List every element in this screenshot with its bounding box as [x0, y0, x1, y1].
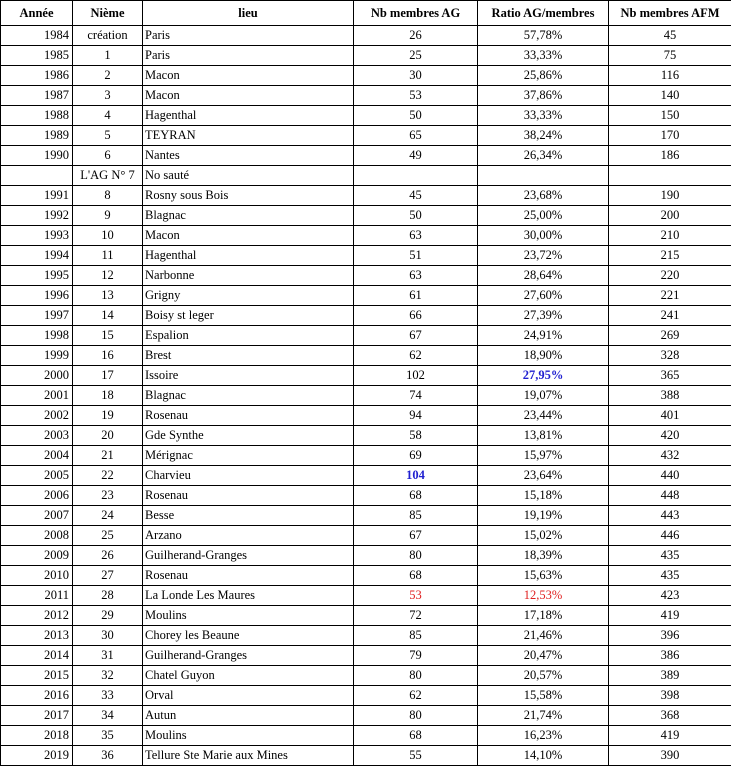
cell-ratio: 57,78%: [478, 26, 609, 46]
cell-annee: 2014: [1, 646, 73, 666]
table-row: [1, 586, 731, 606]
cell-lieu: Rosenau: [143, 406, 354, 426]
cell-nieme: 16: [73, 346, 143, 366]
table-row: [1, 106, 731, 126]
cell-lieu: Gde Synthe: [143, 426, 354, 446]
cell-nieme: 8: [73, 186, 143, 206]
cell-nb-membres-afm: 420: [609, 426, 731, 446]
cell-nb-membres-afm: 419: [609, 606, 731, 626]
table-row: [1, 166, 731, 186]
cell-nb-membres-ag: 58: [354, 426, 478, 446]
cell-nieme: 30: [73, 626, 143, 646]
cell-annee: 2013: [1, 626, 73, 646]
cell-nieme: 2: [73, 66, 143, 86]
cell-annee: 2006: [1, 486, 73, 506]
table-row: [1, 406, 731, 426]
cell-nb-membres-ag: 74: [354, 386, 478, 406]
cell-lieu: Arzano: [143, 526, 354, 546]
cell-ratio: 27,95%: [478, 366, 609, 386]
cell-nb-membres-afm: 75: [609, 46, 731, 66]
cell-ratio: 19,07%: [478, 386, 609, 406]
cell-ratio: 17,18%: [478, 606, 609, 626]
cell-nieme: 9: [73, 206, 143, 226]
cell-annee: [1, 166, 73, 186]
cell-annee: 2001: [1, 386, 73, 406]
cell-ratio: 15,02%: [478, 526, 609, 546]
cell-nb-membres-ag: [354, 166, 478, 186]
cell-nb-membres-ag: 79: [354, 646, 478, 666]
cell-ratio: 37,86%: [478, 86, 609, 106]
cell-ratio: 20,57%: [478, 666, 609, 686]
cell-lieu: Chorey les Beaune: [143, 626, 354, 646]
cell-annee: 2012: [1, 606, 73, 626]
cell-nb-membres-ag: 68: [354, 726, 478, 746]
cell-ratio: 18,39%: [478, 546, 609, 566]
cell-nieme: 36: [73, 746, 143, 766]
cell-ratio: 13,81%: [478, 426, 609, 446]
cell-nieme: création: [73, 26, 143, 46]
cell-lieu: Boisy st leger: [143, 306, 354, 326]
cell-ratio: 14,10%: [478, 746, 609, 766]
table-row: [1, 446, 731, 466]
cell-nb-membres-ag: 80: [354, 546, 478, 566]
cell-ratio: 16,23%: [478, 726, 609, 746]
cell-annee: 2015: [1, 666, 73, 686]
table-row: [1, 726, 731, 746]
header-nb-membres-ag: Nb membres AG: [354, 1, 478, 26]
cell-nb-membres-ag: 68: [354, 566, 478, 586]
cell-annee: 2009: [1, 546, 73, 566]
table-row: [1, 546, 731, 566]
cell-annee: 2002: [1, 406, 73, 426]
cell-nb-membres-afm: 365: [609, 366, 731, 386]
cell-nieme: 14: [73, 306, 143, 326]
cell-lieu: Autun: [143, 706, 354, 726]
cell-ratio: 33,33%: [478, 46, 609, 66]
cell-nb-membres-afm: 368: [609, 706, 731, 726]
cell-annee: 2016: [1, 686, 73, 706]
cell-lieu: Tellure Ste Marie aux Mines: [143, 746, 354, 766]
cell-ratio: 30,00%: [478, 226, 609, 246]
cell-lieu: Guilherand-Granges: [143, 646, 354, 666]
table-row: [1, 466, 731, 486]
cell-annee: 1997: [1, 306, 73, 326]
cell-nieme: L'AG N° 7: [73, 166, 143, 186]
cell-nb-membres-ag: 61: [354, 286, 478, 306]
cell-lieu: Blagnac: [143, 386, 354, 406]
cell-ratio: 15,63%: [478, 566, 609, 586]
cell-annee: 1999: [1, 346, 73, 366]
cell-nb-membres-afm: 388: [609, 386, 731, 406]
cell-nieme: 22: [73, 466, 143, 486]
cell-ratio: 20,47%: [478, 646, 609, 666]
cell-annee: 1993: [1, 226, 73, 246]
cell-annee: 2011: [1, 586, 73, 606]
cell-ratio: 38,24%: [478, 126, 609, 146]
cell-annee: 2007: [1, 506, 73, 526]
cell-lieu: Rosny sous Bois: [143, 186, 354, 206]
table-row: [1, 526, 731, 546]
cell-nb-membres-afm: 398: [609, 686, 731, 706]
cell-lieu: Guilherand-Granges: [143, 546, 354, 566]
cell-lieu: Mérignac: [143, 446, 354, 466]
cell-nieme: 26: [73, 546, 143, 566]
cell-nb-membres-ag: 53: [354, 86, 478, 106]
cell-lieu: Chatel Guyon: [143, 666, 354, 686]
cell-annee: 2004: [1, 446, 73, 466]
cell-lieu: Hagenthal: [143, 246, 354, 266]
cell-ratio: 23,68%: [478, 186, 609, 206]
cell-nb-membres-afm: 186: [609, 146, 731, 166]
cell-nieme: 10: [73, 226, 143, 246]
header-annee: Année: [1, 1, 73, 26]
cell-annee: 1988: [1, 106, 73, 126]
cell-lieu: Grigny: [143, 286, 354, 306]
table-row: [1, 646, 731, 666]
cell-annee: 1989: [1, 126, 73, 146]
cell-nieme: 18: [73, 386, 143, 406]
cell-nieme: 27: [73, 566, 143, 586]
header-nieme: Nième: [73, 1, 143, 26]
cell-nb-membres-ag: 72: [354, 606, 478, 626]
header-row: [1, 1, 731, 26]
table-row: [1, 686, 731, 706]
table-row: [1, 286, 731, 306]
cell-nieme: 20: [73, 426, 143, 446]
cell-nb-membres-ag: 49: [354, 146, 478, 166]
cell-nb-membres-afm: 116: [609, 66, 731, 86]
cell-nb-membres-afm: 328: [609, 346, 731, 366]
cell-nb-membres-afm: 200: [609, 206, 731, 226]
cell-annee: 2000: [1, 366, 73, 386]
table-row: [1, 306, 731, 326]
cell-nieme: 19: [73, 406, 143, 426]
cell-nb-membres-ag: 85: [354, 626, 478, 646]
cell-annee: 1992: [1, 206, 73, 226]
cell-nb-membres-ag: 45: [354, 186, 478, 206]
cell-nieme: 33: [73, 686, 143, 706]
cell-lieu: Rosenau: [143, 486, 354, 506]
table-row: [1, 266, 731, 286]
table-row: [1, 66, 731, 86]
table-row: [1, 706, 731, 726]
cell-nb-membres-ag: 85: [354, 506, 478, 526]
cell-nb-membres-ag: 50: [354, 106, 478, 126]
cell-nb-membres-afm: 241: [609, 306, 731, 326]
cell-nieme: 4: [73, 106, 143, 126]
cell-lieu: Espalion: [143, 326, 354, 346]
cell-nieme: 23: [73, 486, 143, 506]
cell-ratio: 21,46%: [478, 626, 609, 646]
cell-lieu: TEYRAN: [143, 126, 354, 146]
cell-lieu: Besse: [143, 506, 354, 526]
cell-lieu: Brest: [143, 346, 354, 366]
table-row: [1, 386, 731, 406]
cell-nb-membres-afm: 190: [609, 186, 731, 206]
table-row: [1, 606, 731, 626]
cell-nb-membres-afm: 389: [609, 666, 731, 686]
cell-nieme: 3: [73, 86, 143, 106]
table-row: [1, 126, 731, 146]
cell-nb-membres-ag: 68: [354, 486, 478, 506]
cell-nieme: 13: [73, 286, 143, 306]
table-row: [1, 246, 731, 266]
cell-nb-membres-ag: 102: [354, 366, 478, 386]
cell-lieu: Rosenau: [143, 566, 354, 586]
cell-nb-membres-ag: 80: [354, 706, 478, 726]
table-row: [1, 146, 731, 166]
cell-nb-membres-ag: 30: [354, 66, 478, 86]
cell-annee: 1998: [1, 326, 73, 346]
cell-ratio: 25,86%: [478, 66, 609, 86]
cell-nb-membres-afm: 220: [609, 266, 731, 286]
cell-nb-membres-ag: 50: [354, 206, 478, 226]
cell-lieu: Blagnac: [143, 206, 354, 226]
cell-nb-membres-afm: 269: [609, 326, 731, 346]
cell-nb-membres-afm: 446: [609, 526, 731, 546]
cell-nb-membres-afm: 401: [609, 406, 731, 426]
cell-nieme: 17: [73, 366, 143, 386]
cell-annee: 1996: [1, 286, 73, 306]
cell-annee: 1991: [1, 186, 73, 206]
cell-lieu: Nantes: [143, 146, 354, 166]
cell-annee: 1990: [1, 146, 73, 166]
cell-ratio: 24,91%: [478, 326, 609, 346]
cell-ratio: 21,74%: [478, 706, 609, 726]
table-row: [1, 226, 731, 246]
cell-lieu: Moulins: [143, 606, 354, 626]
cell-ratio: 25,00%: [478, 206, 609, 226]
cell-nb-membres-ag: 94: [354, 406, 478, 426]
cell-nieme: 34: [73, 706, 143, 726]
cell-nieme: 24: [73, 506, 143, 526]
cell-annee: 2008: [1, 526, 73, 546]
cell-nb-membres-afm: 170: [609, 126, 731, 146]
cell-nb-membres-afm: [609, 166, 731, 186]
cell-lieu: Paris: [143, 46, 354, 66]
cell-nieme: 31: [73, 646, 143, 666]
cell-nb-membres-ag: 65: [354, 126, 478, 146]
cell-ratio: 23,64%: [478, 466, 609, 486]
table-row: [1, 46, 731, 66]
cell-nb-membres-ag: 66: [354, 306, 478, 326]
cell-ratio: 15,58%: [478, 686, 609, 706]
table-row: [1, 26, 731, 46]
cell-ratio: 27,39%: [478, 306, 609, 326]
header-nb-membres-afm: Nb membres AFM: [609, 1, 731, 26]
cell-nb-membres-afm: 423: [609, 586, 731, 606]
cell-ratio: 28,64%: [478, 266, 609, 286]
cell-ratio: 23,44%: [478, 406, 609, 426]
table-row: [1, 346, 731, 366]
cell-lieu: La Londe Les Maures: [143, 586, 354, 606]
cell-nieme: 15: [73, 326, 143, 346]
cell-nb-membres-afm: 448: [609, 486, 731, 506]
cell-nieme: 25: [73, 526, 143, 546]
cell-nb-membres-ag: 25: [354, 46, 478, 66]
cell-annee: 1987: [1, 86, 73, 106]
cell-nb-membres-afm: 435: [609, 566, 731, 586]
cell-lieu: Narbonne: [143, 266, 354, 286]
cell-ratio: 18,90%: [478, 346, 609, 366]
cell-ratio: [478, 166, 609, 186]
cell-annee: 1986: [1, 66, 73, 86]
cell-nb-membres-ag: 55: [354, 746, 478, 766]
cell-nieme: 32: [73, 666, 143, 686]
cell-annee: 2010: [1, 566, 73, 586]
table-body: [1, 26, 731, 766]
table-row: [1, 666, 731, 686]
cell-nb-membres-afm: 150: [609, 106, 731, 126]
table-row: [1, 426, 731, 446]
cell-nb-membres-ag: 80: [354, 666, 478, 686]
cell-ratio: 12,53%: [478, 586, 609, 606]
cell-lieu: Moulins: [143, 726, 354, 746]
cell-ratio: 33,33%: [478, 106, 609, 126]
cell-nb-membres-ag: 62: [354, 686, 478, 706]
cell-ratio: 19,19%: [478, 506, 609, 526]
cell-ratio: 23,72%: [478, 246, 609, 266]
table-row: [1, 746, 731, 766]
cell-annee: 2017: [1, 706, 73, 726]
cell-nb-membres-ag: 51: [354, 246, 478, 266]
table-row: [1, 566, 731, 586]
cell-nb-membres-afm: 221: [609, 286, 731, 306]
cell-annee: 1985: [1, 46, 73, 66]
cell-nieme: 35: [73, 726, 143, 746]
table-row: [1, 326, 731, 346]
cell-lieu: Issoire: [143, 366, 354, 386]
cell-annee: 1995: [1, 266, 73, 286]
cell-nieme: 1: [73, 46, 143, 66]
cell-nb-membres-afm: 390: [609, 746, 731, 766]
cell-nb-membres-ag: 62: [354, 346, 478, 366]
cell-annee: 2018: [1, 726, 73, 746]
cell-lieu: Paris: [143, 26, 354, 46]
cell-nb-membres-ag: 104: [354, 466, 478, 486]
cell-nb-membres-afm: 386: [609, 646, 731, 666]
cell-ratio: 15,97%: [478, 446, 609, 466]
cell-ratio: 15,18%: [478, 486, 609, 506]
cell-nb-membres-afm: 45: [609, 26, 731, 46]
cell-nb-membres-ag: 63: [354, 226, 478, 246]
cell-nb-membres-ag: 67: [354, 326, 478, 346]
cell-nb-membres-afm: 432: [609, 446, 731, 466]
cell-lieu: Macon: [143, 66, 354, 86]
cell-nb-membres-afm: 140: [609, 86, 731, 106]
cell-lieu: Macon: [143, 226, 354, 246]
cell-nb-membres-afm: 210: [609, 226, 731, 246]
cell-annee: 2003: [1, 426, 73, 446]
cell-nb-membres-ag: 26: [354, 26, 478, 46]
table-row: [1, 206, 731, 226]
cell-nb-membres-ag: 69: [354, 446, 478, 466]
table-row: [1, 486, 731, 506]
cell-annee: 2019: [1, 746, 73, 766]
cell-nieme: 6: [73, 146, 143, 166]
table-row: [1, 366, 731, 386]
cell-nb-membres-afm: 443: [609, 506, 731, 526]
table-row: [1, 86, 731, 106]
cell-annee: 1984: [1, 26, 73, 46]
cell-nieme: 28: [73, 586, 143, 606]
cell-annee: 1994: [1, 246, 73, 266]
cell-lieu: Orval: [143, 686, 354, 706]
cell-nb-membres-afm: 435: [609, 546, 731, 566]
cell-annee: 2005: [1, 466, 73, 486]
cell-nb-membres-afm: 419: [609, 726, 731, 746]
cell-lieu: No sauté: [143, 166, 354, 186]
cell-nieme: 21: [73, 446, 143, 466]
cell-ratio: 26,34%: [478, 146, 609, 166]
cell-ratio: 27,60%: [478, 286, 609, 306]
cell-nieme: 12: [73, 266, 143, 286]
cell-nb-membres-afm: 440: [609, 466, 731, 486]
cell-lieu: Macon: [143, 86, 354, 106]
cell-nb-membres-ag: 53: [354, 586, 478, 606]
header-ratio: Ratio AG/membres: [478, 1, 609, 26]
header-lieu: lieu: [143, 1, 354, 26]
cell-nb-membres-afm: 396: [609, 626, 731, 646]
cell-nb-membres-ag: 63: [354, 266, 478, 286]
cell-nieme: 29: [73, 606, 143, 626]
cell-lieu: Hagenthal: [143, 106, 354, 126]
cell-nb-membres-afm: 215: [609, 246, 731, 266]
cell-nieme: 5: [73, 126, 143, 146]
table-row: [1, 506, 731, 526]
cell-nieme: 11: [73, 246, 143, 266]
table-row: [1, 626, 731, 646]
cell-lieu: Charvieu: [143, 466, 354, 486]
table-row: [1, 186, 731, 206]
cell-nb-membres-ag: 67: [354, 526, 478, 546]
